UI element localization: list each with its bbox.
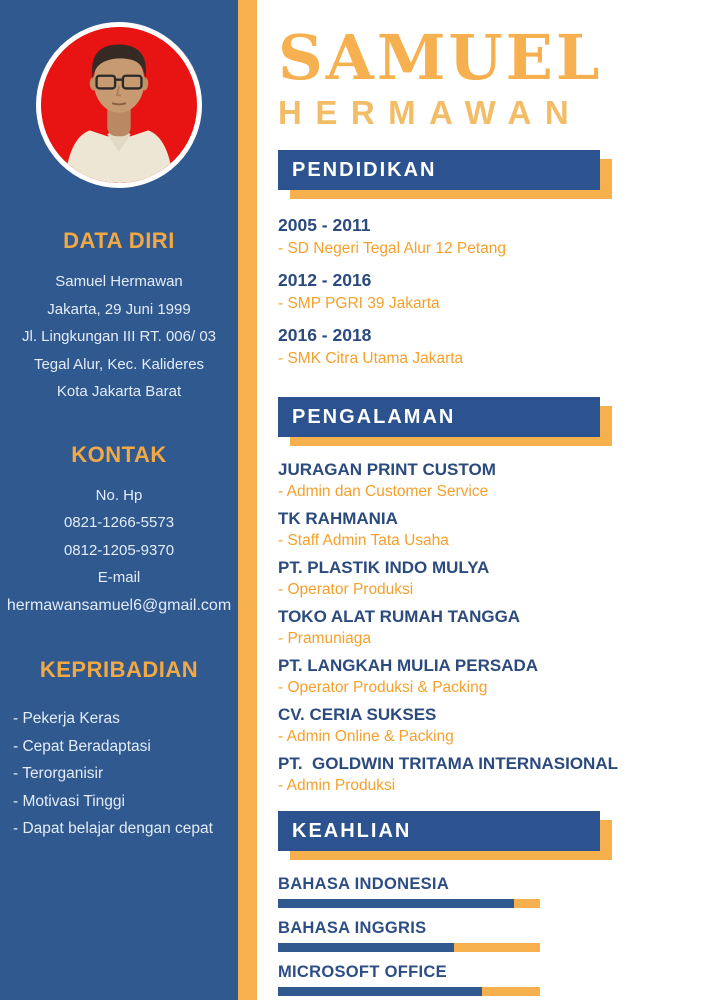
- education-school: - SMP PGRI 39 Jakarta: [278, 295, 440, 312]
- experience-company: TOKO ALAT RUMAH TANGGA: [278, 607, 521, 626]
- sidebar: [0, 0, 238, 1000]
- skill-entry: [278, 874, 678, 908]
- main-column: [278, 0, 678, 1006]
- experience-role: - Staff Admin Tata Usaha: [278, 532, 449, 549]
- kepribadian-heading: KEPRIBADIAN: [39, 657, 199, 682]
- first-name-title: SAMUEL: [278, 21, 603, 94]
- last-name-title: HERMAWAN: [278, 94, 583, 131]
- experience-company: CV. CERIA SUKSES: [278, 705, 437, 724]
- kepribadian-item: - Motivasi Tinggi: [13, 792, 125, 810]
- data-diri-address-3: Kota Jakarta Barat: [56, 383, 182, 400]
- experience-role: - Admin Produksi: [278, 777, 396, 794]
- skill-label: MICROSOFT OFFICE: [278, 963, 447, 981]
- kontak-phone-label: No. Hp: [95, 486, 143, 504]
- education-school: - SD Negeri Tegal Alur 12 Petang: [278, 240, 507, 257]
- education-entry: [278, 214, 678, 261]
- data-diri-name: Samuel Hermawan: [55, 273, 183, 290]
- experience-role: - Admin dan Customer Service: [278, 483, 489, 500]
- section-data-diri: [0, 228, 238, 406]
- education-school: - SMK Citra Utama Jakarta: [278, 350, 464, 367]
- skill-level-fill: [278, 987, 482, 996]
- profile-photo-illustration: [41, 27, 197, 183]
- skill-entry: [278, 918, 678, 952]
- experience-role: - Operator Produksi & Packing: [278, 679, 488, 696]
- skills-section-heading: [278, 811, 600, 851]
- education-entry: [278, 269, 678, 316]
- education-period: 2005 - 2011: [278, 215, 371, 235]
- education-period: 2012 - 2016: [278, 270, 372, 290]
- experience-list: [278, 458, 678, 796]
- education-heading-label: PENDIDIKAN: [278, 150, 600, 190]
- experience-entry: [278, 654, 678, 698]
- experience-role: - Pramuniaga: [278, 630, 372, 647]
- experience-heading-label: PENGALAMAN: [278, 397, 600, 437]
- section-kontak: [0, 442, 238, 620]
- skills-list: [278, 874, 678, 996]
- accent-divider-stripe: [238, 0, 257, 1000]
- experience-entry: [278, 703, 678, 747]
- education-section-heading: [278, 150, 600, 190]
- experience-entry: [278, 458, 678, 502]
- experience-company: PT. LANGKAH MULIA PERSADA: [278, 656, 539, 675]
- skill-entry: [278, 962, 678, 996]
- data-diri-address-1: Jl. Lingkungan III RT. 006/ 03: [21, 328, 217, 345]
- skill-label: BAHASA INGGRIS: [278, 919, 427, 937]
- kontak-email-label: E-mail: [97, 569, 141, 586]
- experience-entry: [278, 556, 678, 600]
- experience-entry: [278, 605, 678, 649]
- experience-section-heading: [278, 397, 600, 437]
- experience-role: - Admin Online & Packing: [278, 728, 454, 745]
- experience-entry: [278, 752, 678, 796]
- experience-company: JURAGAN PRINT CUSTOM: [278, 460, 496, 479]
- skill-level-fill: [278, 943, 454, 952]
- section-kepribadian: [0, 657, 238, 843]
- experience-company: PT. PLASTIK INDO MULYA: [278, 558, 490, 577]
- data-diri-address-2: Tegal Alur, Kec. Kalideres: [33, 355, 205, 373]
- experience-role: - Operator Produksi: [278, 581, 414, 598]
- experience-company: PT. GOLDWIN TRITAMA INTERNASIONAL: [278, 754, 618, 773]
- data-diri-heading: DATA DIRI: [63, 228, 175, 253]
- kepribadian-item: - Terorganisir: [13, 765, 104, 782]
- data-diri-birth: Jakarta, 29 Juni 1999: [47, 300, 191, 318]
- kontak-heading: KONTAK: [71, 441, 167, 467]
- skill-level-fill: [278, 899, 514, 908]
- education-list: [278, 214, 678, 371]
- skill-level-bar: [278, 899, 540, 908]
- skill-label: BAHASA INDONESIA: [278, 875, 450, 893]
- kontak-phone-2: 0812-1205-9370: [63, 541, 175, 559]
- education-entry: [278, 324, 678, 371]
- avatar: [36, 22, 202, 188]
- kontak-phone-1: 0821-1266-5573: [63, 514, 175, 531]
- experience-entry: [278, 507, 678, 551]
- skill-level-bar: [278, 987, 540, 996]
- skills-heading-label: KEAHLIAN: [278, 811, 600, 851]
- skill-level-bar: [278, 943, 540, 952]
- kepribadian-item: - Cepat Beradaptasi: [13, 737, 151, 755]
- kontak-email: hermawansamuel6@gmail.com: [6, 596, 232, 614]
- kepribadian-item: - Pekerja Keras: [13, 710, 120, 727]
- education-period: 2016 - 2018: [278, 325, 372, 345]
- kepribadian-item: - Dapat belajar dengan cepat: [13, 820, 213, 837]
- experience-company: TK RAHMANIA: [278, 509, 398, 528]
